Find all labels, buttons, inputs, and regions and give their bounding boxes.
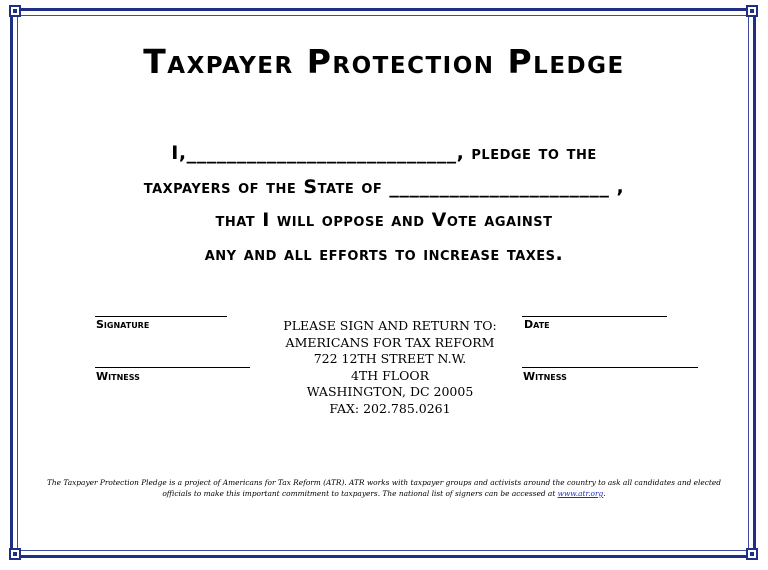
pledge-line-1: I,___________________________, pledge to the bbox=[171, 142, 597, 164]
footer-note bbox=[40, 477, 728, 499]
return-instruction: PLEASE SIGN AND RETURN TO: bbox=[283, 318, 497, 333]
corner-ornament-top-left bbox=[9, 5, 21, 17]
corner-ornament-bottom-right bbox=[746, 548, 758, 560]
inner-border bbox=[17, 15, 749, 551]
corner-ornament-bottom-left bbox=[9, 548, 21, 560]
return-fax: FAX: 202.785.0261 bbox=[329, 400, 451, 416]
atr-website-link[interactable]: www.atr.org bbox=[557, 489, 604, 498]
pledge-line-4: any and all efforts to increase taxes. bbox=[204, 243, 564, 265]
footer-text: The Taxpayer Protection Pledge is a project of Americans for Tax Reform (ATR). ATR works with taxpayer groups and activists around the country to ask all candidates and elected officials to make this important commitment to taxpayers. The national list of signers can be accessed at bbox=[46, 478, 722, 498]
return-floor: 4TH FLOOR bbox=[350, 367, 430, 383]
pledge-line-2: taxpayers of the State of ______________________ , bbox=[143, 176, 625, 198]
pledge-line-3: that I will oppose and Vote against bbox=[215, 209, 553, 231]
signature-label: Signature bbox=[96, 318, 150, 331]
return-city: WASHINGTON, DC 20005 bbox=[306, 384, 474, 399]
date-label: Date bbox=[524, 318, 550, 331]
return-street: 722 12TH STREET N.W. bbox=[313, 351, 467, 366]
witness-right-label: Witness bbox=[523, 370, 567, 383]
witness-left-label: Witness bbox=[96, 370, 140, 383]
return-address-block bbox=[270, 318, 510, 417]
corner-ornament-top-right bbox=[746, 5, 758, 17]
return-organization: AMERICANS FOR TAX REFORM bbox=[285, 334, 495, 350]
witness-left-line bbox=[95, 367, 250, 368]
date-line bbox=[522, 316, 667, 317]
witness-right-line bbox=[522, 367, 698, 368]
page-title: Taxpayer Protection Pledge bbox=[143, 42, 625, 81]
footer-text-end: . bbox=[603, 489, 606, 498]
signature-line bbox=[95, 316, 227, 317]
